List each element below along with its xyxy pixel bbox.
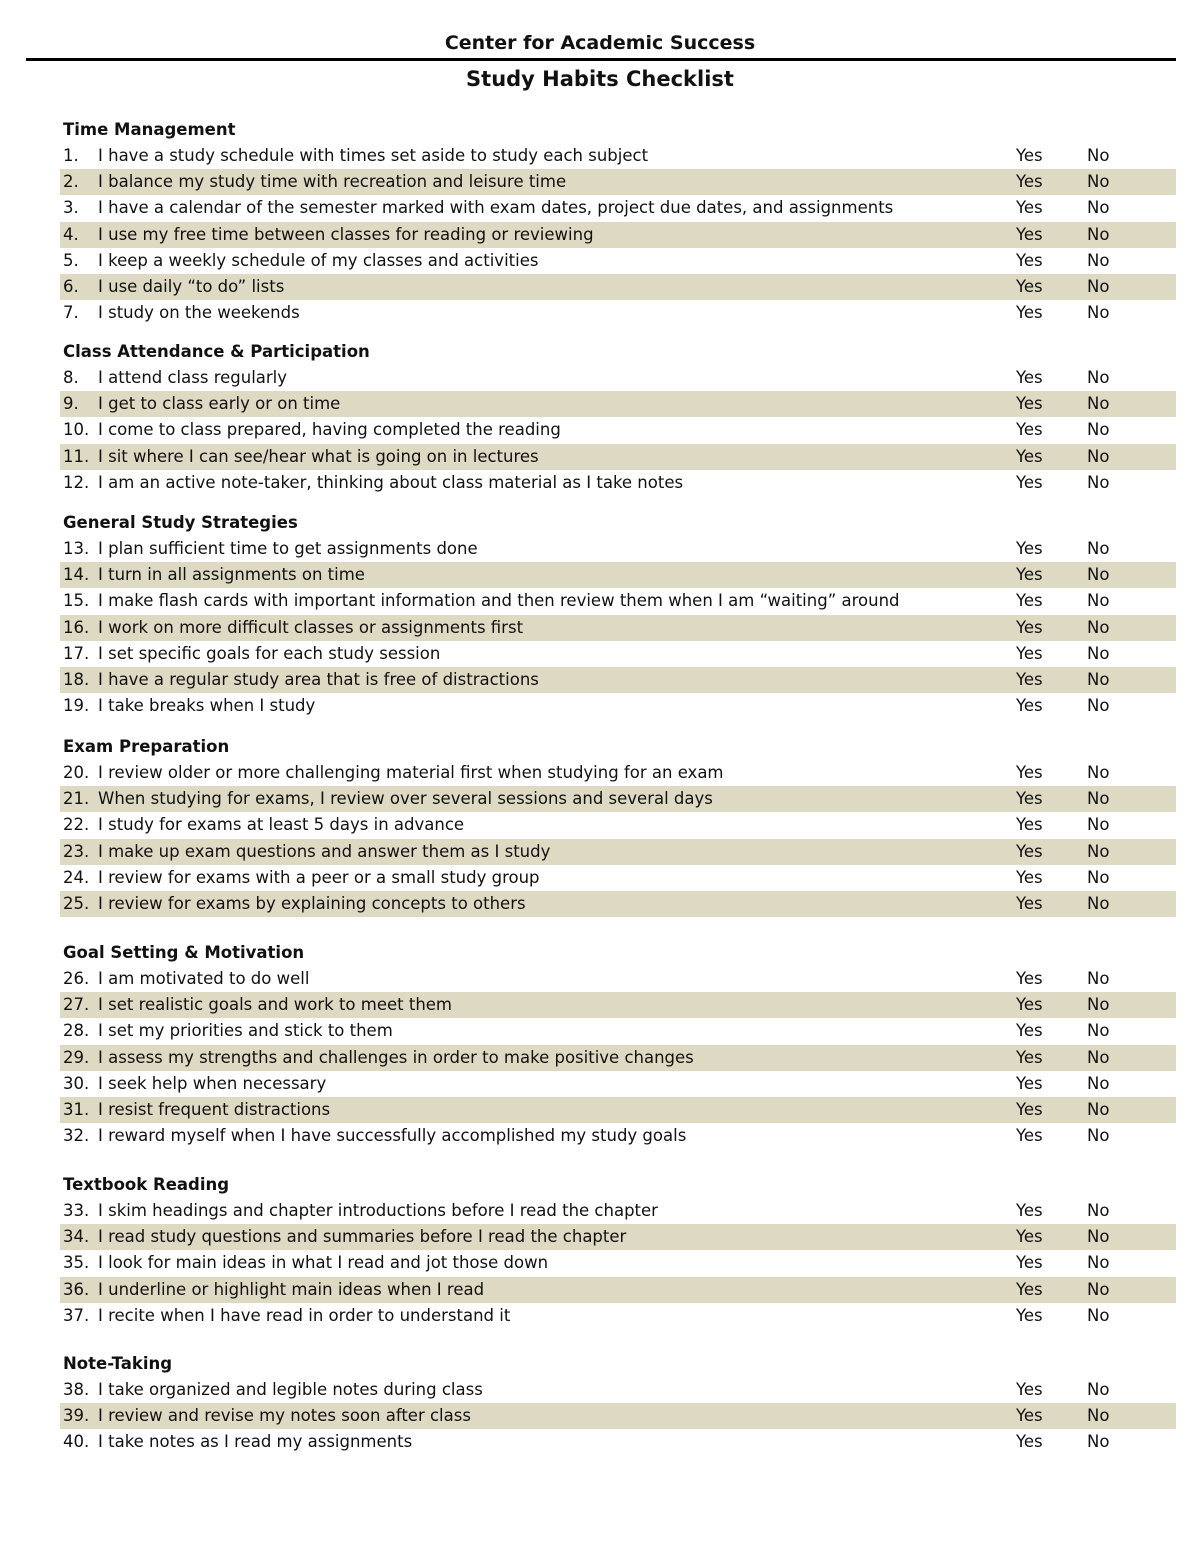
item-number: 15.: [63, 591, 90, 611]
checklist-item: [60, 195, 1176, 221]
yes-option[interactable]: Yes: [1016, 276, 1043, 296]
no-option[interactable]: No: [1087, 472, 1110, 492]
item-number: 2.: [63, 172, 79, 192]
checklist-item: [60, 365, 1176, 391]
item-text: I set specific goals for each study session: [98, 643, 441, 663]
no-option[interactable]: No: [1087, 995, 1110, 1015]
item-number: 18.: [63, 669, 90, 689]
checklist-item: [60, 1377, 1176, 1403]
yes-option[interactable]: Yes: [1016, 893, 1043, 913]
no-option[interactable]: No: [1087, 669, 1110, 689]
item-text: I skim headings and chapter introductions before I read the chapter: [98, 1201, 658, 1220]
item-number: 29.: [63, 1047, 90, 1067]
item-number: 34.: [63, 1227, 90, 1247]
item-text: I resist frequent distractions: [98, 1099, 331, 1119]
item-text: I review for exams by explaining concepts to others: [98, 893, 526, 913]
item-number: 24.: [63, 867, 90, 887]
checklist-item: [60, 1071, 1176, 1097]
yes-option[interactable]: Yes: [1016, 1432, 1043, 1452]
item-number: 13.: [63, 539, 90, 558]
checklist-item: [60, 966, 1176, 992]
yes-option[interactable]: Yes: [1016, 995, 1043, 1015]
yes-option[interactable]: Yes: [1016, 1021, 1043, 1041]
item-number: 38.: [63, 1380, 90, 1399]
header-divider: [26, 58, 1176, 61]
item-text: I look for main ideas in what I read and jot those down: [98, 1253, 549, 1273]
item-text: I take organized and legible notes during class: [98, 1380, 483, 1399]
checklist-item: [60, 588, 1176, 614]
item-number: 26.: [63, 969, 90, 988]
checklist-item: [60, 891, 1176, 917]
yes-option[interactable]: Yes: [1016, 841, 1043, 861]
item-number: 5.: [63, 250, 79, 270]
checklist-item: [60, 693, 1176, 719]
yes-option[interactable]: Yes: [1016, 420, 1043, 440]
no-option[interactable]: No: [1087, 1279, 1110, 1299]
section-title: Goal Setting & Motivation: [63, 943, 305, 962]
item-number: 8.: [63, 368, 79, 387]
yes-option[interactable]: Yes: [1016, 146, 1043, 165]
no-option[interactable]: No: [1087, 1406, 1110, 1426]
yes-option[interactable]: Yes: [1016, 1227, 1043, 1247]
item-text: I plan sufficient time to get assignments done: [98, 539, 478, 558]
checklist-item: [60, 786, 1176, 812]
no-option[interactable]: No: [1087, 276, 1110, 296]
yes-option[interactable]: Yes: [1016, 368, 1043, 387]
checklist-item: [60, 1123, 1176, 1149]
item-number: 1.: [63, 146, 79, 165]
item-text: I recite when I have read in order to understand it: [98, 1305, 511, 1325]
checklist-item: [60, 391, 1176, 417]
checklist-item: [60, 615, 1176, 641]
no-option[interactable]: No: [1087, 1432, 1110, 1452]
item-text: I use my free time between classes for reading or reviewing: [98, 224, 594, 244]
item-list: [60, 966, 1176, 1149]
no-option[interactable]: No: [1087, 224, 1110, 244]
no-option[interactable]: No: [1087, 539, 1110, 558]
item-text: I have a calendar of the semester marked with exam dates, project due dates, and assignments: [98, 198, 894, 218]
item-text: I am an active note-taker, thinking about class material as I take notes: [98, 472, 684, 492]
item-number: 9.: [63, 394, 79, 414]
yes-option[interactable]: Yes: [1016, 472, 1043, 492]
no-option[interactable]: No: [1087, 1380, 1110, 1399]
checklist-item: [60, 444, 1176, 470]
yes-option[interactable]: Yes: [1016, 1201, 1043, 1220]
item-number: 25.: [63, 893, 90, 913]
no-option[interactable]: No: [1087, 303, 1110, 323]
section-title: Class Attendance & Participation: [63, 342, 370, 361]
item-text: I set my priorities and stick to them: [98, 1021, 393, 1041]
no-option[interactable]: No: [1087, 565, 1110, 585]
yes-option[interactable]: Yes: [1016, 539, 1043, 558]
item-text: I take breaks when I study: [98, 696, 316, 716]
item-text: I take notes as I read my assignments: [98, 1432, 413, 1452]
yes-option[interactable]: Yes: [1016, 1073, 1043, 1093]
checklist-item: [60, 300, 1176, 326]
item-text: I set realistic goals and work to meet them: [98, 995, 453, 1015]
no-option[interactable]: No: [1087, 1227, 1110, 1247]
no-option[interactable]: No: [1087, 867, 1110, 887]
item-list: [60, 1198, 1176, 1329]
checklist-item: [60, 760, 1176, 786]
no-option[interactable]: No: [1087, 420, 1110, 440]
item-number: 37.: [63, 1305, 90, 1325]
no-option[interactable]: No: [1087, 763, 1110, 782]
no-option[interactable]: No: [1087, 394, 1110, 414]
no-option[interactable]: No: [1087, 198, 1110, 218]
item-text: I review for exams with a peer or a small study group: [98, 867, 540, 887]
item-text: I come to class prepared, having completed the reading: [98, 420, 561, 440]
yes-option[interactable]: Yes: [1016, 565, 1043, 585]
no-option[interactable]: No: [1087, 1126, 1110, 1146]
yes-option[interactable]: Yes: [1016, 1253, 1043, 1273]
item-text: I seek help when necessary: [98, 1073, 327, 1093]
item-text: I review and revise my notes soon after class: [98, 1406, 471, 1426]
yes-option[interactable]: Yes: [1016, 789, 1043, 809]
item-number: 36.: [63, 1279, 90, 1299]
yes-option[interactable]: Yes: [1016, 446, 1043, 466]
item-list: [60, 536, 1176, 719]
item-number: 21.: [63, 789, 90, 809]
item-text: I underline or highlight main ideas when I read: [98, 1279, 485, 1299]
item-text: I study on the weekends: [98, 303, 300, 323]
checklist-item: [60, 1250, 1176, 1276]
yes-option[interactable]: Yes: [1016, 1047, 1043, 1067]
yes-option[interactable]: Yes: [1016, 643, 1043, 663]
item-text: I attend class regularly: [98, 368, 288, 387]
item-number: 30.: [63, 1073, 90, 1093]
item-number: 23.: [63, 841, 90, 861]
yes-option[interactable]: Yes: [1016, 815, 1043, 835]
item-number: 11.: [63, 446, 90, 466]
yes-option[interactable]: Yes: [1016, 394, 1043, 414]
item-list: [60, 365, 1176, 496]
no-option[interactable]: No: [1087, 1099, 1110, 1119]
checklist-item: [60, 641, 1176, 667]
checklist-item: [60, 1045, 1176, 1071]
item-text: I get to class early or on time: [98, 394, 341, 414]
checklist-item: [60, 1097, 1176, 1123]
no-option[interactable]: No: [1087, 893, 1110, 913]
no-option[interactable]: No: [1087, 368, 1110, 387]
item-text: I make flash cards with important information and then review them when I am “waiting” around: [98, 591, 900, 611]
item-text: I reward myself when I have successfully accomplished my study goals: [98, 1126, 687, 1146]
no-option[interactable]: No: [1087, 446, 1110, 466]
no-option[interactable]: No: [1087, 146, 1110, 165]
item-list: [60, 143, 1176, 326]
section-title: Textbook Reading: [63, 1175, 230, 1194]
item-number: 33.: [63, 1201, 90, 1220]
checklist-item: [60, 667, 1176, 693]
item-text: I turn in all assignments on time: [98, 565, 365, 585]
item-number: 22.: [63, 815, 90, 835]
item-list: [60, 760, 1176, 917]
item-text: I review older or more challenging material first when studying for an exam: [98, 763, 724, 782]
no-option[interactable]: No: [1087, 643, 1110, 663]
item-number: 10.: [63, 420, 90, 440]
item-number: 20.: [63, 763, 90, 782]
item-text: I use daily “to do” lists: [98, 276, 285, 296]
yes-option[interactable]: Yes: [1016, 172, 1043, 192]
item-number: 3.: [63, 198, 79, 218]
item-text: I have a study schedule with times set aside to study each subject: [98, 146, 649, 165]
no-option[interactable]: No: [1087, 591, 1110, 611]
no-option[interactable]: No: [1087, 1073, 1110, 1093]
no-option[interactable]: No: [1087, 250, 1110, 270]
yes-option[interactable]: Yes: [1016, 250, 1043, 270]
yes-option[interactable]: Yes: [1016, 1406, 1043, 1426]
section-title: Note-Taking: [63, 1354, 173, 1373]
organization-name: Center for Academic Success: [444, 32, 756, 54]
checklist-item: [60, 274, 1176, 300]
no-option[interactable]: No: [1087, 1253, 1110, 1273]
checklist-item: [60, 536, 1176, 562]
item-text: I make up exam questions and answer them as I study: [98, 841, 551, 861]
item-text: I assess my strengths and challenges in order to make positive changes: [98, 1047, 694, 1067]
checklist-item: [60, 1277, 1176, 1303]
item-text: I study for exams at least 5 days in advance: [98, 815, 465, 835]
checklist-item: [60, 222, 1176, 248]
item-text: I am motivated to do well: [98, 969, 310, 988]
section-title: General Study Strategies: [63, 513, 298, 532]
item-text: I read study questions and summaries before I read the chapter: [98, 1227, 627, 1247]
yes-option[interactable]: Yes: [1016, 1380, 1043, 1399]
item-list: [60, 1377, 1176, 1456]
yes-option[interactable]: Yes: [1016, 198, 1043, 218]
checklist-item: [60, 1303, 1176, 1329]
checklist-item: [60, 839, 1176, 865]
yes-option[interactable]: Yes: [1016, 303, 1043, 323]
yes-option[interactable]: Yes: [1016, 1126, 1043, 1146]
yes-option[interactable]: Yes: [1016, 696, 1043, 716]
no-option[interactable]: No: [1087, 1305, 1110, 1325]
item-number: 14.: [63, 565, 90, 585]
checklist-item: [60, 865, 1176, 891]
no-option[interactable]: No: [1087, 1201, 1110, 1220]
no-option[interactable]: No: [1087, 815, 1110, 835]
item-number: 40.: [63, 1432, 90, 1452]
checklist-item: [60, 1403, 1176, 1429]
yes-option[interactable]: Yes: [1016, 1305, 1043, 1325]
item-number: 16.: [63, 617, 90, 637]
no-option[interactable]: No: [1087, 1021, 1110, 1041]
no-option[interactable]: No: [1087, 617, 1110, 637]
page-title: Study Habits Checklist: [466, 67, 734, 91]
no-option[interactable]: No: [1087, 789, 1110, 809]
yes-option[interactable]: Yes: [1016, 669, 1043, 689]
item-number: 31.: [63, 1099, 90, 1119]
checklist-item: [60, 248, 1176, 274]
item-text: I sit where I can see/hear what is going on in lectures: [98, 446, 539, 466]
checklist-item: [60, 169, 1176, 195]
yes-option[interactable]: Yes: [1016, 867, 1043, 887]
section-title: Time Management: [63, 120, 236, 139]
item-text: I balance my study time with recreation and leisure time: [98, 172, 567, 192]
item-number: 17.: [63, 643, 90, 663]
checklist-item: [60, 1429, 1176, 1455]
section-title: Exam Preparation: [63, 737, 230, 756]
checklist-item: [60, 470, 1176, 496]
item-number: 27.: [63, 995, 90, 1015]
item-number: 6.: [63, 276, 79, 296]
item-number: 7.: [63, 303, 79, 323]
item-number: 35.: [63, 1253, 90, 1273]
item-number: 19.: [63, 696, 90, 716]
checklist-item: [60, 1224, 1176, 1250]
item-text: I have a regular study area that is free of distractions: [98, 669, 539, 689]
no-option[interactable]: No: [1087, 841, 1110, 861]
item-number: 4.: [63, 224, 79, 244]
no-option[interactable]: No: [1087, 696, 1110, 716]
checklist-item: [60, 1198, 1176, 1224]
yes-option[interactable]: Yes: [1016, 969, 1043, 988]
no-option[interactable]: No: [1087, 969, 1110, 988]
item-number: 28.: [63, 1021, 90, 1041]
yes-option[interactable]: Yes: [1016, 224, 1043, 244]
item-text: I work on more difficult classes or assignments first: [98, 617, 524, 637]
yes-option[interactable]: Yes: [1016, 591, 1043, 611]
item-number: 32.: [63, 1126, 90, 1146]
yes-option[interactable]: Yes: [1016, 1099, 1043, 1119]
checklist-item: [60, 562, 1176, 588]
item-number: 12.: [63, 472, 90, 492]
item-text: I keep a weekly schedule of my classes and activities: [98, 250, 539, 270]
checklist-item: [60, 1018, 1176, 1044]
no-option[interactable]: No: [1087, 172, 1110, 192]
checklist-item: [60, 992, 1176, 1018]
yes-option[interactable]: Yes: [1016, 617, 1043, 637]
yes-option[interactable]: Yes: [1016, 763, 1043, 782]
checklist-item: [60, 143, 1176, 169]
yes-option[interactable]: Yes: [1016, 1279, 1043, 1299]
checklist-item: [60, 417, 1176, 443]
item-text: When studying for exams, I review over several sessions and several days: [98, 789, 713, 809]
no-option[interactable]: No: [1087, 1047, 1110, 1067]
item-number: 39.: [63, 1406, 90, 1426]
checklist-item: [60, 812, 1176, 838]
